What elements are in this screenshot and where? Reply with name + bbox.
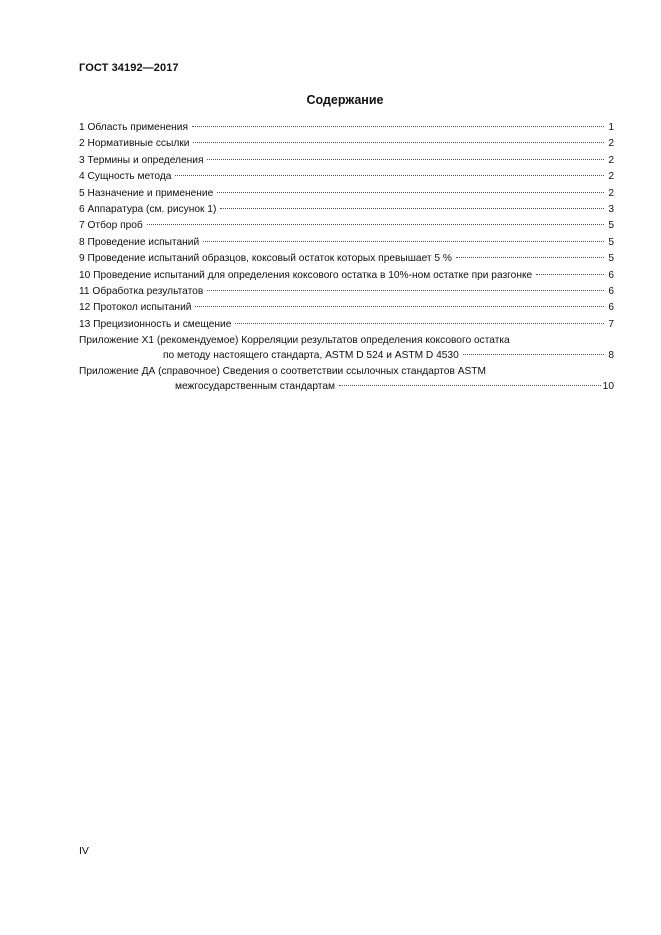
toc-entry[interactable]	[79, 169, 614, 185]
dot-leader	[192, 125, 604, 127]
toc-entry-label: 1 Область применения	[79, 122, 188, 133]
toc-entry-page: 2	[608, 138, 614, 150]
toc-entry-label: 5 Назначение и применение	[79, 187, 214, 199]
toc-entry-label: 7 Отбор проб	[79, 220, 143, 232]
toc-entry-page: 5	[608, 253, 614, 265]
toc-entry-page: 1	[608, 122, 614, 133]
toc-entry[interactable]	[79, 300, 614, 316]
toc-entry-label: 6 Аппаратура (см. рисунок 1)	[79, 203, 217, 215]
toc-entry-label: 11 Обработка результатов	[79, 285, 204, 297]
toc-entry[interactable]	[79, 202, 614, 218]
toc-entry-page: 10	[602, 381, 614, 393]
toc-entry-label: 3 Термины и определения	[79, 154, 204, 166]
toc-entry-label: 4 Сущность метода	[79, 171, 172, 183]
dot-leader	[195, 305, 604, 307]
dot-leader	[220, 207, 604, 209]
toc-entry-page: 3	[608, 203, 614, 215]
dot-leader	[339, 384, 601, 386]
appendix-subtitle: по методу настоящего стандарта, ASTM D 524 и ASTM D 4530	[163, 350, 459, 362]
toc-entry[interactable]	[79, 153, 614, 169]
dot-leader	[217, 191, 604, 193]
toc-entry-page: 6	[608, 302, 614, 314]
toc-entry-page: 6	[608, 285, 614, 297]
page-number-footer: IV	[79, 845, 89, 857]
dot-leader	[463, 353, 604, 355]
toc-entry[interactable]	[79, 268, 614, 284]
dot-leader	[536, 273, 604, 275]
dot-leader	[175, 174, 604, 176]
toc-entry[interactable]	[79, 218, 614, 234]
dot-leader	[203, 240, 604, 242]
toc-entry-label: 9 Проведение испытаний образцов, коксовый остаток которых превышает 5 %	[79, 253, 452, 265]
dot-leader	[147, 223, 604, 225]
toc-entry-label: 8 Проведение испытаний	[79, 236, 200, 248]
appendix-continuation	[79, 379, 614, 395]
dot-leader	[207, 158, 604, 160]
toc-entry-label: 13 Прецизионность и смещение	[79, 318, 232, 330]
toc-entry[interactable]	[79, 186, 614, 202]
toc-entry-page: 5	[608, 220, 614, 232]
toc-entry-label: 2 Нормативные ссылки	[79, 138, 190, 150]
toc-entry-page: 5	[608, 236, 614, 248]
standard-code-header: ГОСТ 34192—2017	[79, 62, 179, 74]
toc-entry[interactable]	[79, 136, 614, 152]
toc-entry[interactable]	[79, 251, 614, 267]
table-of-contents	[79, 120, 614, 396]
toc-entry[interactable]	[79, 317, 614, 333]
toc-appendix-da[interactable]	[79, 364, 614, 395]
appendix-subtitle: межгосударственным стандартам	[175, 381, 335, 393]
dot-leader	[207, 289, 604, 291]
toc-title: Содержание	[306, 93, 384, 107]
toc-entry-page: 8	[608, 350, 614, 362]
appendix-title-line: Приложение Х1 (рекомендуемое) Корреляции результатов определения коксового остатка	[79, 335, 510, 347]
appendix-title-line: Приложение ДА (справочное) Сведения о соответствии ссылочных стандартов ASTM	[79, 366, 487, 378]
toc-entry[interactable]	[79, 120, 614, 136]
toc-appendix-x1[interactable]	[79, 333, 614, 364]
toc-entry[interactable]	[79, 284, 614, 300]
toc-entry-page: 2	[608, 171, 614, 183]
toc-entry-label: 12 Протокол испытаний	[79, 302, 192, 314]
dot-leader	[235, 322, 604, 324]
dot-leader	[456, 256, 604, 258]
dot-leader	[193, 141, 604, 143]
toc-entry-page: 6	[608, 269, 614, 281]
toc-entry-page: 7	[608, 318, 614, 330]
toc-entry-label: 10 Проведение испытаний для определения коксового остатка в 10%-ном остатке при разгонке	[79, 269, 533, 281]
toc-entry[interactable]	[79, 235, 614, 251]
toc-entry-page: 2	[608, 154, 614, 166]
appendix-continuation	[79, 348, 614, 364]
toc-entry-page: 2	[608, 187, 614, 199]
